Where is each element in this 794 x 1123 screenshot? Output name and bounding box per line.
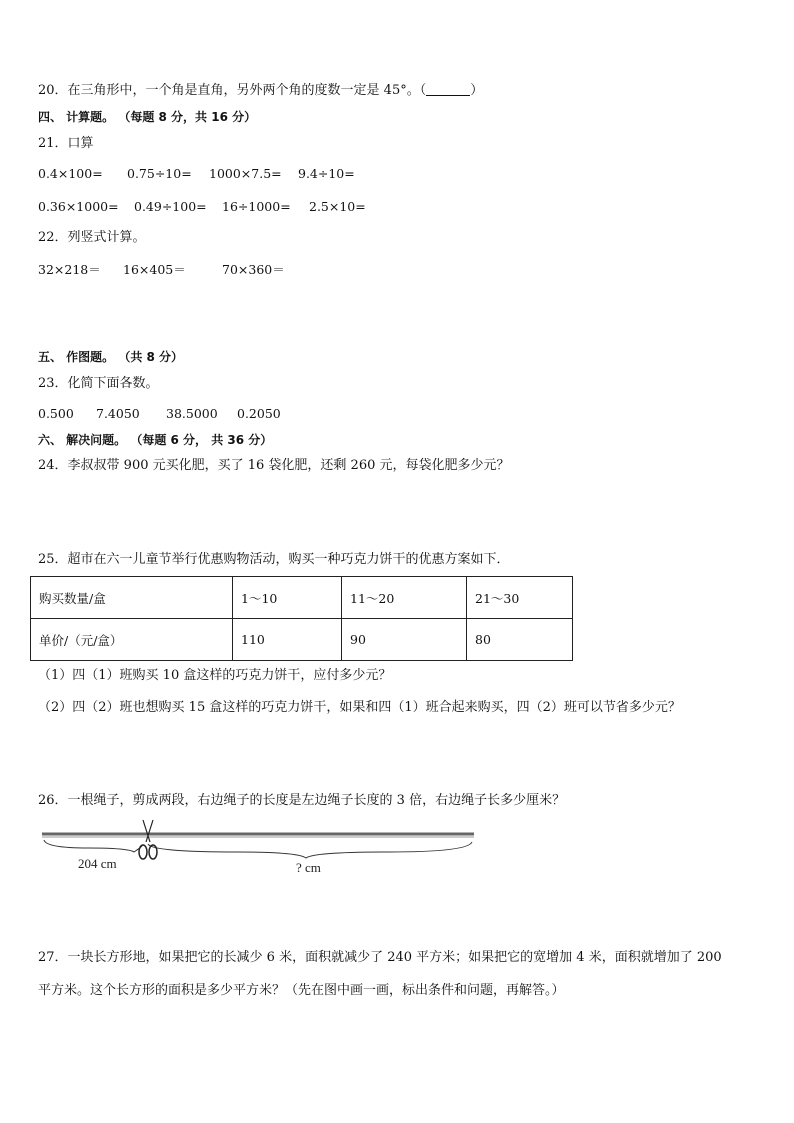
right-brace [148, 842, 472, 858]
question-25-title: 25．超市在六一儿童节举行优惠购物活动，购买一种巧克力饼干的优惠方案如下． [38, 552, 510, 567]
section-4-heading: 四、 计算题。 （每题 8 分，共 16 分） [38, 110, 257, 124]
vertical-calc-item: 32×218＝ [38, 262, 101, 277]
table-cell: 1～10 [233, 577, 342, 619]
oral-calc-item: 16÷1000= [222, 199, 291, 214]
right-length-label: ? cm [296, 860, 321, 875]
question-21-title: 21．口算 [38, 136, 94, 151]
simplify-item: 7.4050 [96, 406, 140, 421]
question-20 [38, 82, 483, 100]
simplify-item: 38.5000 [166, 406, 218, 421]
vertical-calc-item: 70×360＝ [222, 262, 285, 277]
question-22-title: 22．列竖式计算。 [38, 230, 146, 245]
simplify-item: 0.2050 [237, 406, 281, 421]
table-cell: 单价/（元/盒） [31, 619, 233, 661]
table-cell: 110 [233, 619, 342, 661]
oral-calc-item: 1000×7.5= [209, 166, 282, 181]
oral-calc-item: 9.4÷10= [298, 166, 355, 181]
rope-diagram [38, 818, 478, 878]
question-20-close: ） [470, 83, 484, 98]
table-cell: 80 [467, 619, 573, 661]
question-24: 24．李叔叔带 900 元买化肥，买了 16 袋化肥，还剩 260 元，每袋化肥多少元？ [38, 458, 510, 473]
table-cell: 90 [342, 619, 467, 661]
table-row [31, 619, 573, 661]
table-cell: 购买数量/盒 [31, 577, 233, 619]
question-27-line-1: 27．一块长方形地，如果把它的长减少 6 米，面积就减少了 240 平方米；如果把它的宽增加 4 米，面积就增加了 200 [38, 950, 722, 965]
oral-calc-item: 0.36×1000= [38, 199, 119, 214]
table-cell: 11～20 [342, 577, 467, 619]
question-20-text: 20．在三角形中，一个角是直角，另外两个角的度数一定是 45°。（ [38, 83, 427, 98]
vertical-calc-item: 16×405＝ [123, 262, 186, 277]
section-5-heading: 五、 作图题。 （共 8 分） [38, 350, 184, 364]
left-length-label: 204 cm [78, 856, 117, 871]
oral-calc-item: 0.4×100= [38, 166, 103, 181]
answer-blank[interactable] [426, 82, 470, 96]
table-cell: 21～30 [467, 577, 573, 619]
left-brace [44, 840, 142, 852]
scissors-icon [139, 820, 157, 859]
section-6-heading: 六、 解决问题。 （每题 6 分， 共 36 分） [38, 433, 273, 447]
question-27-line-2: 平方米。这个长方形的面积是多少平方米？（先在图中画一画，标出条件和问题，再解答。） [38, 983, 565, 998]
price-table [30, 576, 573, 661]
oral-calc-item: 0.75÷10= [127, 166, 192, 181]
question-26: 26．一根绳子，剪成两段，右边绳子的长度是左边绳子长度的 3 倍，右边绳子长多少厘米？ [38, 793, 566, 808]
oral-calc-item: 0.49÷100= [134, 199, 207, 214]
table-row [31, 577, 573, 619]
question-25-sub-1: （1）四（1）班购买 10 盒这样的巧克力饼干，应付多少元？ [38, 668, 392, 683]
question-23-title: 23．化简下面各数。 [38, 376, 159, 391]
simplify-item: 0.500 [38, 406, 74, 421]
question-25-sub-2: （2）四（2）班也想购买 15 盒这样的巧克力饼干，如果和四（1）班合起来购买，四（2）班可以节省多少元？ [38, 700, 681, 715]
oral-calc-item: 2.5×10= [309, 199, 366, 214]
